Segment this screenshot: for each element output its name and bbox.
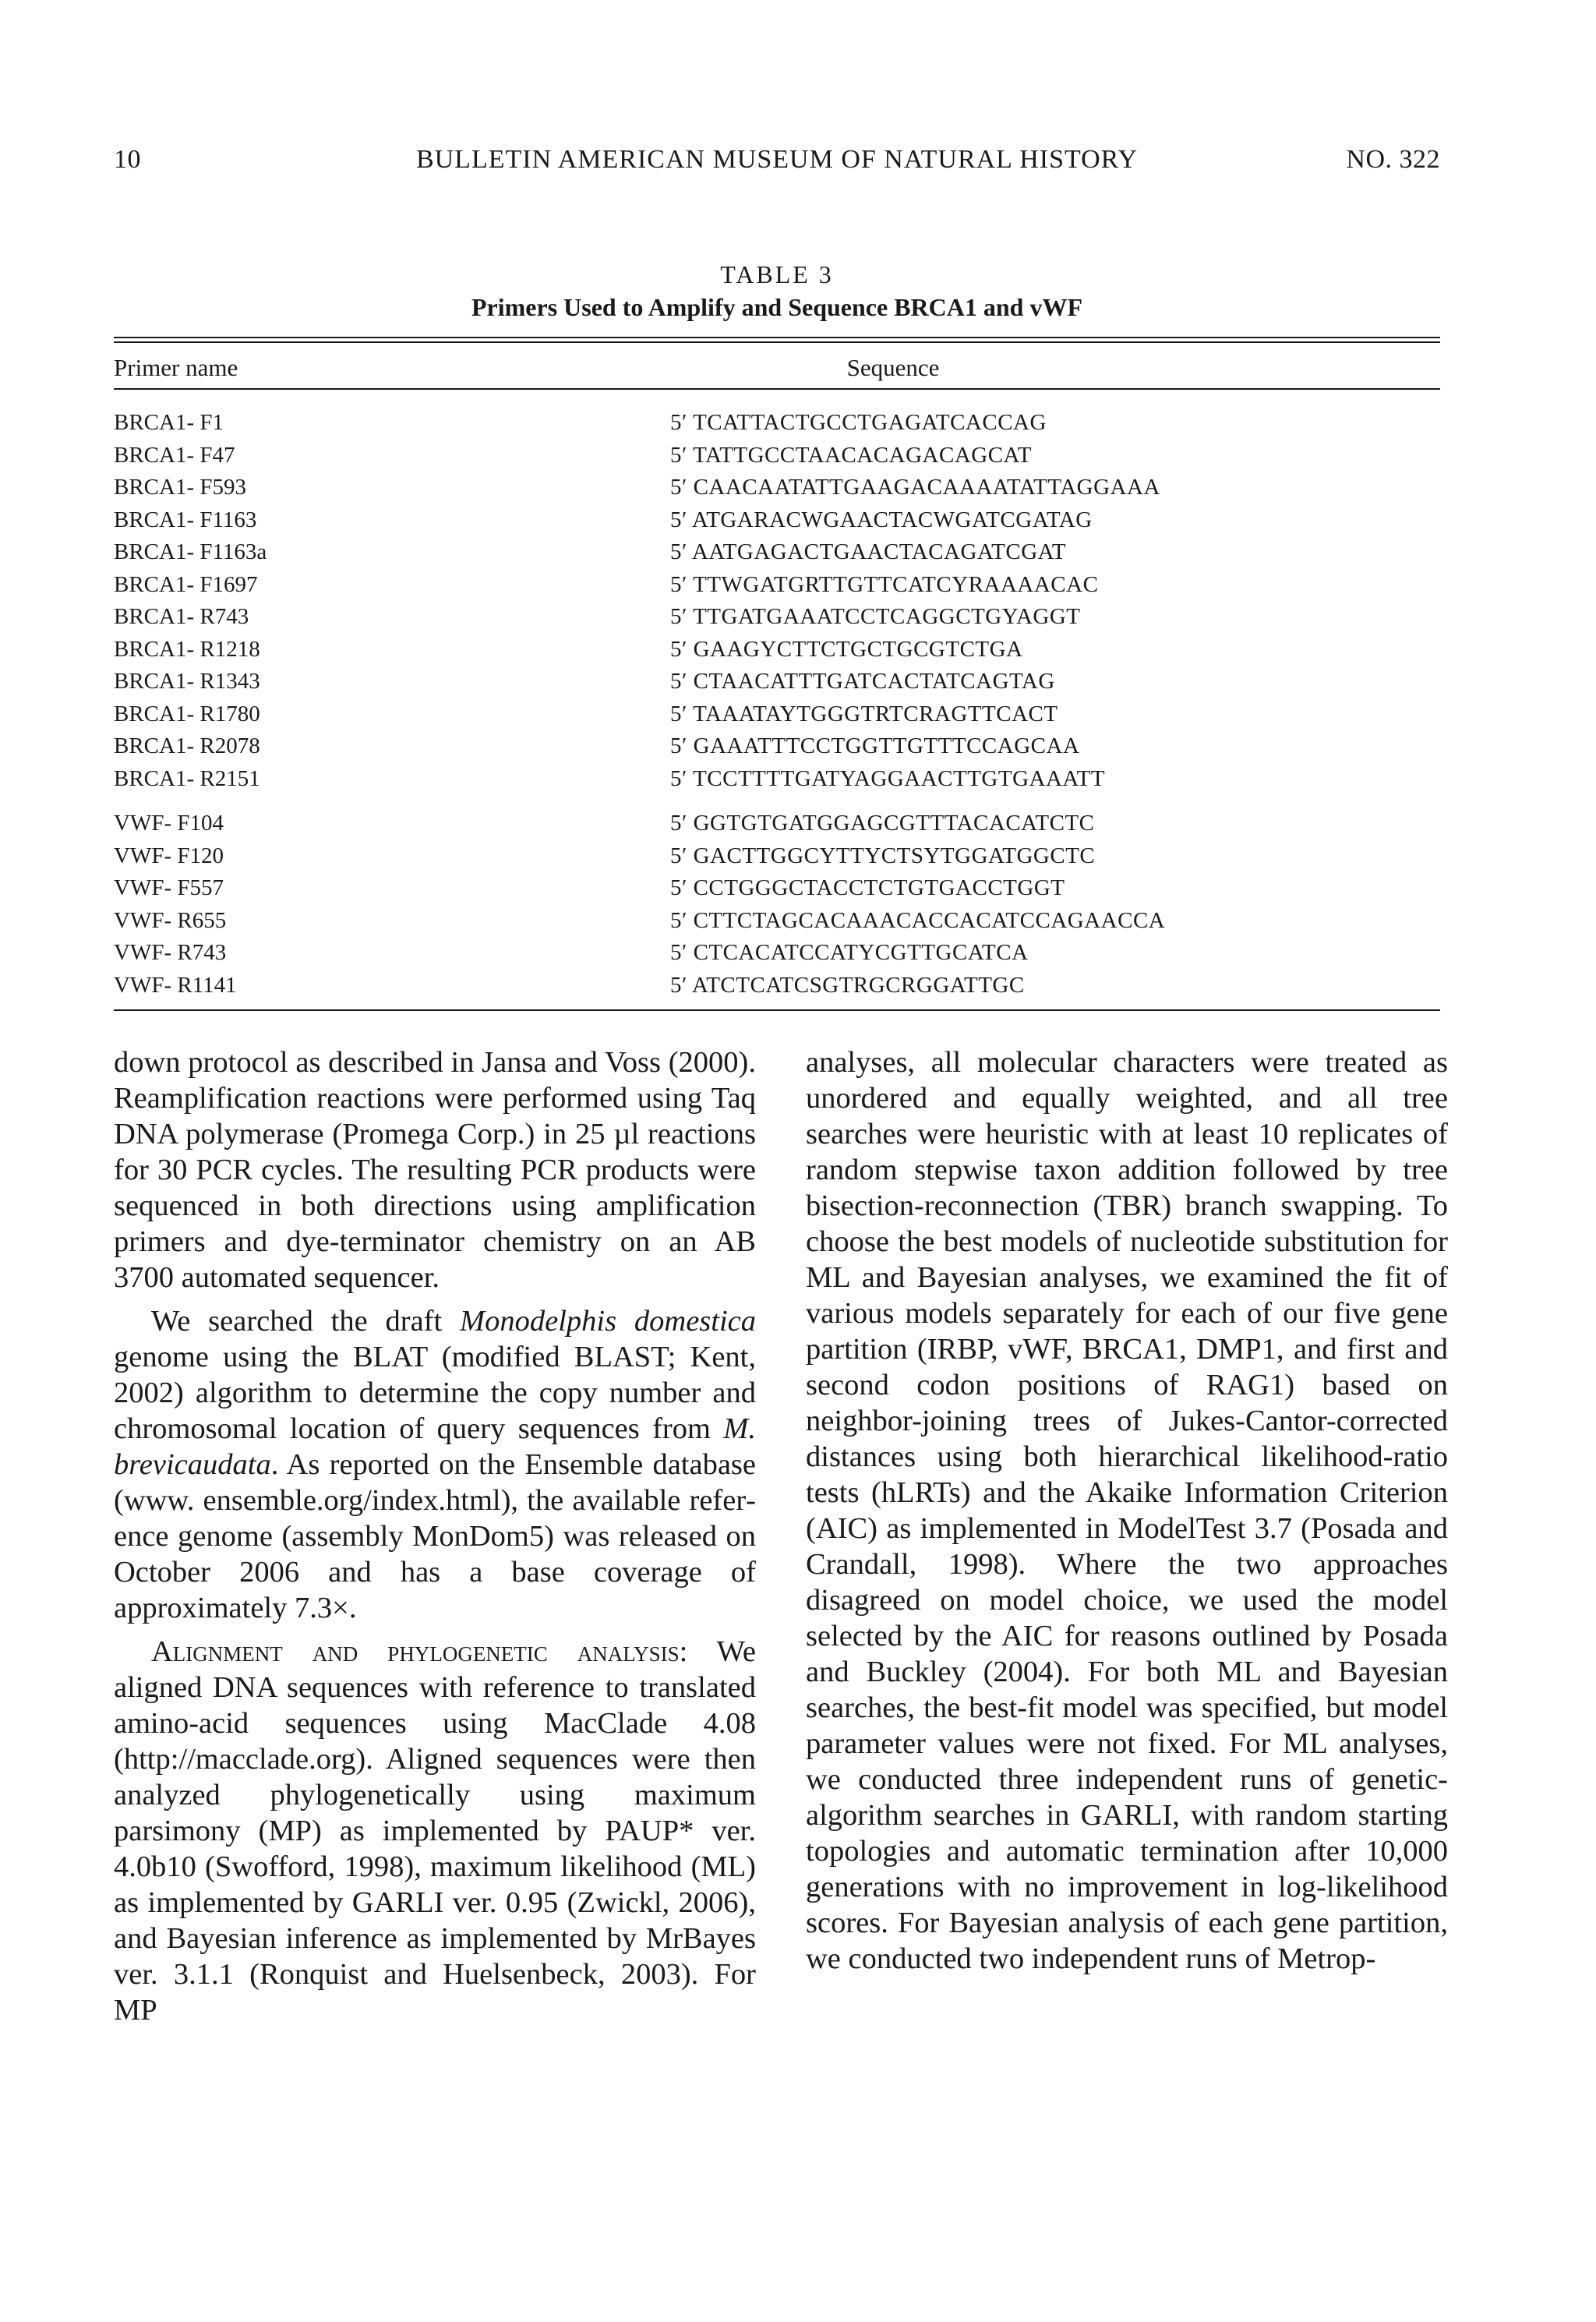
primer-name: VWF- F557	[114, 875, 224, 900]
primer-sequence: 5′ GAAATTTCCTGGTTGTTTCCAGCAA	[670, 733, 1080, 758]
paragraph-text: We searched the draft	[151, 1305, 461, 1338]
brca1-group	[114, 407, 1440, 795]
page-number: 10	[114, 145, 141, 174]
primer-sequence: 5′ CTTCTAGCACAAACACCACATCCAGAACCA	[670, 907, 1166, 933]
running-header	[114, 145, 1440, 182]
table-row	[114, 698, 1440, 731]
primer-sequence: 5′ TCATTACTGCCTGAGATCACCAG	[670, 410, 1047, 435]
primer-sequence: 5′ TATTGCCTAACACAGACAGCAT	[670, 442, 1032, 468]
primer-name: VWF- F104	[114, 811, 224, 836]
paragraph: analyses, all molecular characters were treated as unordered and equally weighted, and all tree searches were heuristic with at least 10 replicates of random stepwise taxon addition followed by tree bisection-reconnection (TBR) branch swapping. To choose the best models of nucleotide substitution for ML and Bayesian analyses, we examined the fit of various models separately for each of our five gene partition (IRBP, vWF, BRCA1, DMP1, and first and second codon positions of RAG1) based on neighbor-joining trees of Jukes-Cantor-corrected distances using both hierarchical likelihood-ratio tests (hLRTs) and the Akaike Information Criterion (AIC) as implemented in ModelTest 3.7 (Posada and Crandall, 1998). Where the two approaches disagreed on model choice, we used the model selected by the AIC for reasons outlined by Posada and Buckley (2004). For both ML and Bayesian searches, the best-fit model was specified, but model parameter values were not fixed. For ML analyses, we conducted three independent runs of genetic-algorithm searches in GARLI, with random starting topologies and automatic termination after 10,000 generations with no improvement in log-likelihood scores. For Bayesian analysis of each gene partition, we conducted two independent runs of Metrop-	[806, 1046, 1448, 1975]
table-row	[114, 730, 1440, 763]
primer-name: BRCA1- F1	[114, 410, 224, 435]
primer-name: BRCA1- R2078	[114, 733, 260, 758]
table-row	[114, 407, 1440, 440]
issue-number: NO. 322	[1346, 145, 1440, 174]
table-row	[114, 808, 1440, 840]
paragraph-text: : We aligned DNA sequences with reference to translated amino-acid sequences using MacClade 4.08 (http://macclade.org). Aligned sequences were then analyzed phylogenetically using maximum parsimony (MP) as implemented by PAUP* ver. 4.0b10 (Swofford, 1998), maximum likelihood (ML) as implemented by GARLI ver. 0.95 (Zwickl, 2006), and Bayesian inference as implemented by MrBayes ver. 3.1.1 (Ronquist and Huelsenbeck, 2003). For MP	[114, 1635, 756, 2027]
primer-sequence: 5′ ATCTCATCSGTRGCRGGATTGC	[670, 972, 1025, 998]
primer-table	[114, 337, 1440, 1011]
left-column	[114, 1044, 756, 2028]
table-row	[114, 666, 1440, 698]
right-column	[806, 1044, 1448, 1977]
primer-name: VWF- R655	[114, 907, 227, 933]
column-header-primer-name: Primer name	[114, 354, 238, 381]
table-bottom-rule	[114, 1009, 1440, 1011]
table-label: TABLE 3	[720, 260, 834, 288]
species-name: Monodelphis domestica	[460, 1305, 756, 1338]
primer-name: BRCA1- R1218	[114, 636, 260, 662]
primer-name: BRCA1- F593	[114, 475, 247, 500]
primer-name: VWF- R1141	[114, 972, 237, 998]
table-header-row	[114, 343, 1440, 388]
table-header-rule	[114, 388, 1440, 390]
table-row	[114, 569, 1440, 602]
table-row	[114, 763, 1440, 796]
primer-sequence: 5′ TCCTTTTGATYAGGAACTTGTGAAATT	[670, 765, 1106, 791]
primer-name: BRCA1- F1163a	[114, 539, 267, 564]
primer-name: BRCA1- F1697	[114, 571, 258, 597]
table-row	[114, 872, 1440, 905]
primer-name: BRCA1- R1780	[114, 701, 260, 726]
primer-sequence: 5′ CTCACATCCATYCGTTGCATCA	[670, 940, 1029, 965]
primer-sequence: 5′ TAAATAYTGGGTRTCRAGTTCACT	[670, 701, 1058, 726]
primer-sequence: 5′ AATGAGACTGAACTACAGATCGAT	[670, 539, 1067, 564]
table-row	[114, 472, 1440, 504]
section-heading: Alignment and phylogenetic analysis	[151, 1635, 680, 1668]
table-row	[114, 840, 1440, 873]
table-row	[114, 536, 1440, 569]
paragraph	[114, 1634, 756, 2028]
table-row	[114, 905, 1440, 938]
column-header-sequence: Sequence	[846, 354, 940, 381]
table-row	[114, 440, 1440, 472]
journal-title: BULLETIN AMERICAN MUSEUM OF NATURAL HISTORY	[415, 145, 1139, 174]
primer-sequence: 5′ GACTTGGCYTTYCTSYTGGATGGCTC	[670, 843, 1096, 868]
table-top-rule	[114, 337, 1440, 343]
primer-sequence: 5′ CTAACATTTGATCACTATCAGTAG	[670, 669, 1055, 694]
primer-name: BRCA1- F47	[114, 442, 235, 468]
primer-sequence: 5′ CAACAATATTGAAGACAAAATATTAGGAAA	[670, 475, 1160, 500]
primer-name: VWF- F120	[114, 843, 224, 868]
primer-sequence: 5′ ATGARACWGAACTACWGATCGATAG	[670, 507, 1093, 532]
paragraph-text: . As reported on the Ensemble database (www. ensemble.org/index.html), the available reference genome (assembly MonDom5) was released on October 2006 and has a base coverage of approximately 7.3×.	[114, 1448, 756, 1624]
table-row	[114, 970, 1440, 1002]
primer-name: BRCA1- R743	[114, 604, 249, 629]
table-row	[114, 634, 1440, 666]
primer-sequence: 5′ TTWGATGRTTGTTCATCYRAAAACAC	[670, 571, 1099, 597]
vwf-group	[114, 808, 1440, 1002]
primer-name: BRCA1- F1163	[114, 507, 257, 532]
table-row	[114, 937, 1440, 970]
primer-name: BRCA1- R2151	[114, 765, 260, 791]
primer-sequence: 5′ GAAGYCTTCTGCTGCGTCTGA	[670, 636, 1023, 662]
primer-name: BRCA1- R1343	[114, 669, 260, 694]
paragraph: down protocol as described in Jansa and Voss (2000). Reamplification reactions were performed using Taq DNA polymerase (Promega Corp.) in 25 µl reactions for 30 PCR cycles. The resulting PCR products were sequenced in both directions using amplification primers and dye-terminator chemistry on an AB 3700 automated sequencer.	[114, 1046, 756, 1294]
table-row	[114, 504, 1440, 537]
paragraph-text: genome using the BLAT (modified BLAST; Kent, 2002) algorithm to determine the copy number and chromosomal location of query sequences from	[114, 1341, 756, 1445]
primer-sequence: 5′ GGTGTGATGGAGCGTTTACACATCTC	[670, 811, 1095, 836]
table-row	[114, 601, 1440, 634]
paragraph	[114, 1303, 756, 1626]
primer-name: VWF- R743	[114, 940, 227, 965]
primer-sequence: 5′ CCTGGGCTACCTCTGTGACCTGGT	[670, 875, 1065, 900]
species-name: M. brevicaudata	[114, 1412, 756, 1481]
primer-sequence: 5′ TTGATGAAATCCTCAGGCTGYAGGT	[670, 604, 1081, 629]
table-caption	[114, 259, 1440, 324]
table-title: Primers Used to Amplify and Sequence BRCA1 and vWF	[471, 293, 1082, 321]
